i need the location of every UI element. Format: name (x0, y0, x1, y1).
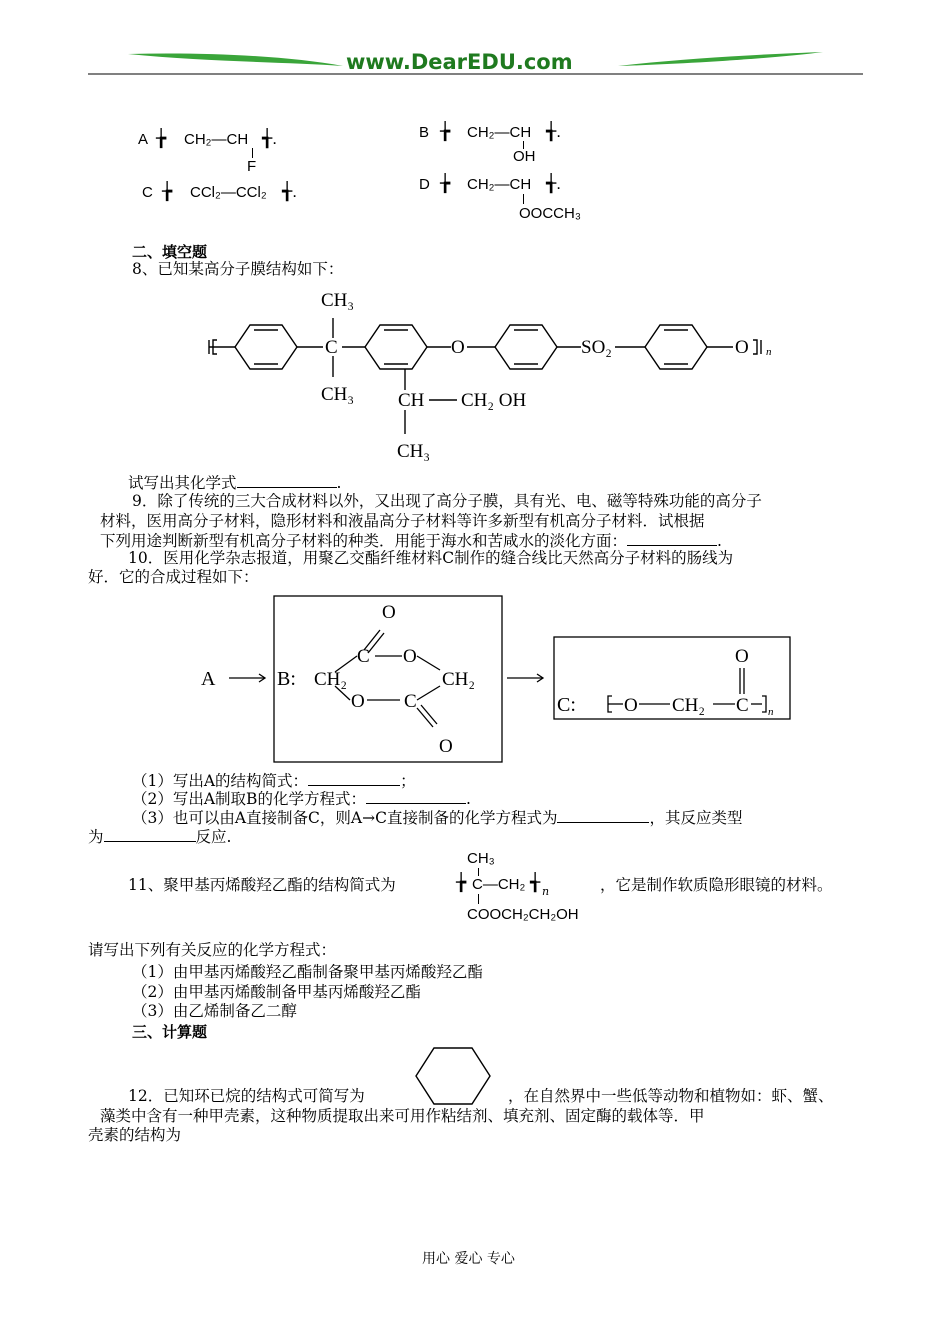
header-banner (88, 40, 863, 80)
q11-text-before: 11、聚甲基丙烯酸羟乙酯的结构简式为 (128, 876, 396, 894)
option-d-substituent: OOCCH₃ (519, 205, 581, 222)
q10-synthesis-scheme (195, 592, 800, 767)
side-ch: CH (398, 390, 425, 411)
q12-text-after: ，在自然界中一些低等动物和植物如：虾、蟹、 (508, 1087, 834, 1105)
c-oxygen: O (624, 695, 638, 716)
q12-line-3: 壳素的结构为 (88, 1126, 182, 1144)
q10-sub3-equation-blank[interactable] (557, 808, 649, 823)
q10-sub1: （1）写出A的结构简式： ； (132, 772, 416, 790)
b-carbonyl-o-bottom: O (439, 736, 453, 757)
side-methyl: CH₃ (397, 441, 431, 462)
methyl-top: CH₃ (321, 290, 355, 311)
methyl-bottom: CH₃ (321, 384, 355, 405)
q11-item-2: （2）由甲基丙烯酸制备甲基丙烯酸羟乙酯 (132, 983, 421, 1001)
polymer-bracket-right: ╅. (546, 174, 561, 193)
option-b-substituent: OH (513, 148, 536, 165)
b-carbon-top: C (357, 646, 370, 667)
q11-methyl: CH₃ (467, 850, 495, 867)
polymer-bracket-left: ╆ (162, 182, 173, 201)
q9-line-1: 9．除了传统的三大合成材料以外，又出现了高分子膜，具有光、电、磁等特殊功能的高分子 (132, 492, 762, 510)
polymer-bracket-left: ╆ (156, 129, 167, 148)
q9-line-2: 材料，医用高分子材料，隐形材料和液晶高分子材料等许多新型有机高分子材料．试根据 (100, 512, 705, 530)
b-ring-o-right: O (403, 646, 417, 667)
option-b-formula: CH₂—CH (467, 124, 532, 141)
section-2-title: 二、填空题 (132, 243, 208, 261)
q11-text-after: ，它是制作软质隐形眼镜的材料。 (600, 876, 833, 894)
q11-item-1: （1）由甲基丙烯酸羟乙酯制备聚甲基丙烯酸羟乙酯 (132, 963, 483, 981)
b-ch2-right: CH₂ (442, 669, 476, 690)
sulfonyl-group: SO₂ (581, 337, 612, 358)
q10-sub1-blank[interactable] (308, 771, 400, 786)
polymer-bracket-right: ╅ (530, 873, 541, 892)
compound-b-label: B: (277, 668, 296, 690)
option-a-label: A (138, 131, 149, 148)
side-ch2oh: CH₂ OH (461, 390, 527, 411)
section-3-title: 三、计算题 (132, 1023, 208, 1041)
option-d-formula: CH₂—CH (467, 176, 532, 193)
c-ch2: CH₂ (672, 695, 706, 716)
q10-sub3-type-blank[interactable] (104, 827, 196, 842)
compound-c-label: C: (557, 694, 576, 716)
option-c-label: C (142, 184, 153, 201)
option-a-substituent: F (247, 158, 257, 175)
q10-sub2-blank[interactable] (366, 789, 466, 804)
q8-formula-prompt: 试写出其化学式 (128, 474, 237, 492)
q11-chain: C—CH₂ (472, 876, 526, 893)
q10-sub2: （2）写出A制取B的化学方程式： . (132, 790, 471, 808)
q11-prompt: 请写出下列有关反应的化学方程式： (88, 941, 337, 959)
cyclohexane-icon (414, 1045, 492, 1107)
q8-polymer-structure (205, 282, 785, 467)
q12-line-2: 藻类中含有一种甲壳素，这种物质提取出来可用作粘结剂、填充剂、固定酶的载体等．甲 (100, 1107, 705, 1125)
polymer-bracket-left: ╆ (440, 122, 451, 141)
polymer-bracket-left: ╆ (440, 174, 451, 193)
c-carbonyl-o: O (735, 646, 749, 667)
quaternary-carbon: C (325, 337, 338, 358)
q9-answer-blank[interactable] (627, 531, 717, 546)
ether-oxygen-2: O (735, 337, 749, 358)
bond-line (252, 148, 253, 158)
c-carbon: C (736, 695, 749, 716)
bond-line (478, 894, 479, 904)
polymer-bracket-left: ╆ (456, 873, 467, 892)
c-repeat-n: n (768, 706, 774, 718)
bond-line (523, 194, 524, 204)
option-d-label: D (419, 176, 430, 193)
option-c-formula: CCl₂—CCl₂ (190, 184, 267, 201)
q10-sub3-cont: 为 反应. (88, 828, 232, 846)
footer-text: 用心 爱心 专心 (422, 1251, 515, 1267)
site-logo-text: www.DearEDU.com (346, 50, 573, 74)
ether-oxygen-1: O (451, 337, 465, 358)
q12-text-before: 12．已知环已烷的结构式可简写为 (128, 1087, 365, 1105)
b-carbonyl-o-top: O (382, 602, 396, 623)
q8-answer-blank[interactable] (237, 473, 337, 488)
q10-sub3: （3）也可以由A直接制备C，则A→C直接制备的化学方程式为 ，其反应类型 (132, 809, 743, 827)
q10-line-2: 好．它的合成过程如下： (88, 568, 259, 586)
q9-line-3: 下列用途判断新型有机高分子材料的种类．用能于海水和苦咸水的淡化方面： . (100, 532, 722, 550)
q11-item-3: （3）由乙烯制备乙二醇 (132, 1002, 297, 1020)
q10-line-1: 10．医用化学杂志报道，用聚乙交酯纤维材料C制作的缝合线比天然高分子材料的肠线为 (128, 549, 734, 567)
option-b-label: B (419, 124, 430, 141)
polymer-bracket-right: ╅. (262, 129, 277, 148)
q8-text: 8、已知某高分子膜结构如下： (132, 260, 344, 278)
b-ch2-left: CH₂ (314, 669, 348, 690)
compound-a: A (201, 668, 216, 690)
repeat-n: n (766, 346, 772, 358)
b-ring-o-left: O (351, 691, 365, 712)
q8-formula-line: 试写出其化学式 . (128, 474, 342, 492)
b-carbon-bottom: C (404, 691, 417, 712)
q11-ester-group: COOCH₂CH₂OH (467, 906, 579, 923)
polymer-bracket-right: ╅. (282, 182, 297, 201)
polymer-bracket-right: ╅. (546, 122, 561, 141)
q11-repeat-n: n (542, 885, 550, 898)
bond-line (478, 868, 479, 876)
option-a-formula: CH₂—CH (184, 131, 249, 148)
